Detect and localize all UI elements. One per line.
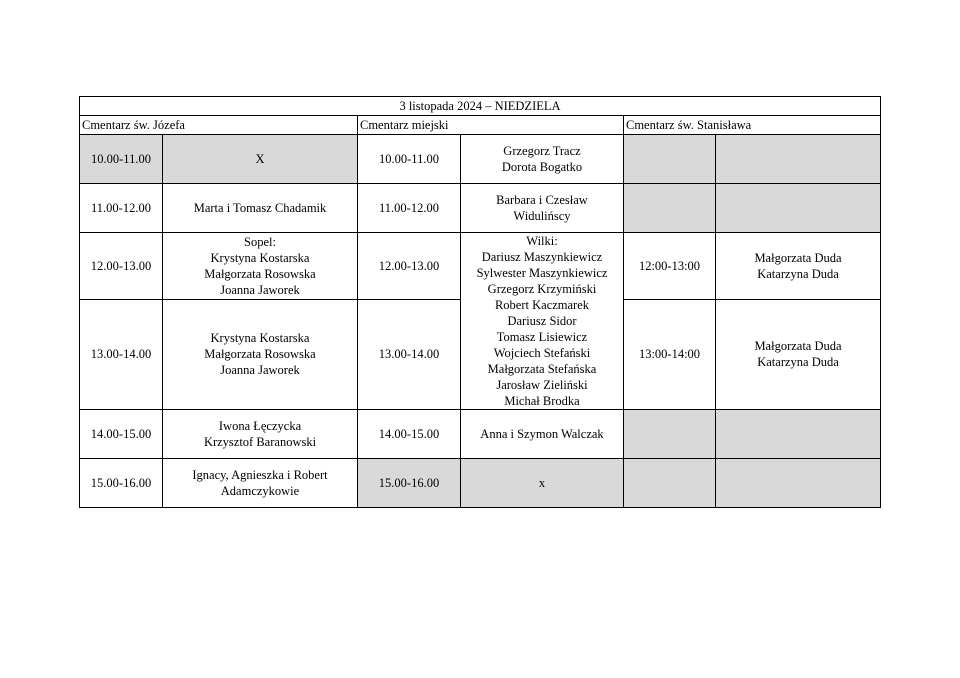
jozef-time-cell: 12.00-13.00 bbox=[80, 233, 163, 300]
miejski-time-cell: 15.00-16.00 bbox=[358, 459, 461, 508]
jozef-people-cell bbox=[163, 135, 358, 184]
jozef-people-cell bbox=[163, 184, 358, 233]
stanislaw-time-cell-empty bbox=[624, 135, 716, 184]
person-line: Widulińscy bbox=[513, 209, 571, 223]
miejski-time-cell: 12.00-13.00 bbox=[358, 233, 461, 300]
person-line: X bbox=[255, 152, 265, 166]
stanislaw-people-cell-empty bbox=[716, 135, 881, 184]
stanislaw-time-cell-empty bbox=[624, 410, 716, 459]
stanislaw-people-cell-empty bbox=[716, 410, 881, 459]
person-line: Iwona Łęczycka bbox=[218, 419, 302, 433]
person-line: Joanna Jaworek bbox=[220, 363, 300, 378]
stanislaw-time-cell: 13:00-14:00 bbox=[624, 299, 716, 410]
miejski-people-cell bbox=[461, 184, 624, 233]
person-line: Jarosław Zieliński bbox=[496, 378, 588, 392]
person-line: Adamczykowie bbox=[220, 484, 300, 498]
jozef-time-cell: 14.00-15.00 bbox=[80, 410, 163, 459]
person-line: Grzegorz Krzymiński bbox=[487, 282, 597, 296]
stanislaw-time-cell: 12:00-13:00 bbox=[624, 233, 716, 300]
person-line: Małgorzata Duda bbox=[754, 339, 842, 354]
group-label: Sopel: bbox=[244, 234, 276, 249]
jozef-time-cell: 15.00-16.00 bbox=[80, 459, 163, 508]
person-line: Anna i Szymon Walczak bbox=[480, 427, 604, 441]
jozef-time-cell: 13.00-14.00 bbox=[80, 299, 163, 410]
person-line: Katarzyna Duda bbox=[757, 266, 839, 281]
schedule-title: 3 listopada 2024 – NIEDZIELA bbox=[80, 97, 881, 116]
person-line: Dariusz Maszynkiewicz bbox=[481, 250, 603, 264]
stanislaw-people-cell bbox=[716, 233, 881, 300]
person-line: Sylwester Maszynkiewicz bbox=[476, 266, 608, 280]
header-cemetery-miejski: Cmentarz miejski bbox=[358, 116, 624, 135]
person-line: Katarzyna Duda bbox=[757, 355, 839, 370]
miejski-people-cell bbox=[461, 459, 624, 508]
person-line: Ignacy, Agnieszka i Robert bbox=[192, 468, 328, 482]
stanislaw-people-cell-empty bbox=[716, 184, 881, 233]
group-label: Wilki: bbox=[526, 234, 558, 248]
person-line: Krystyna Kostarska bbox=[210, 331, 310, 346]
jozef-people-cell bbox=[163, 410, 358, 459]
header-cemetery-stanislaw: Cmentarz św. Stanisława bbox=[624, 116, 881, 135]
jozef-time-cell: 11.00-12.00 bbox=[80, 184, 163, 233]
person-line: Grzegorz Tracz bbox=[503, 144, 581, 158]
miejski-time-cell: 10.00-11.00 bbox=[358, 135, 461, 184]
person-line: Małgorzata Duda bbox=[754, 250, 842, 265]
person-line: Krystyna Kostarska bbox=[210, 250, 310, 265]
miejski-time-cell: 11.00-12.00 bbox=[358, 184, 461, 233]
person-line: Tomasz Lisiewicz bbox=[496, 330, 588, 344]
person-line: x bbox=[538, 476, 546, 490]
person-line: Michał Brodka bbox=[504, 394, 580, 408]
person-line: Małgorzata Rosowska bbox=[204, 266, 316, 281]
person-line: Robert Kaczmarek bbox=[494, 298, 590, 312]
person-line: Dorota Bogatko bbox=[501, 160, 583, 174]
jozef-people-cell bbox=[163, 299, 358, 410]
person-line: Barbara i Czesław bbox=[496, 193, 588, 207]
person-line: Małgorzata Stefańska bbox=[487, 362, 597, 376]
miejski-people-cell bbox=[461, 410, 624, 459]
stanislaw-people-cell-empty bbox=[716, 459, 881, 508]
person-line: Małgorzata Rosowska bbox=[204, 347, 316, 362]
person-line: Wojciech Stefański bbox=[493, 346, 591, 360]
person-line: Marta i Tomasz Chadamik bbox=[193, 201, 327, 215]
miejski-time-cell: 14.00-15.00 bbox=[358, 410, 461, 459]
miejski-people-cell bbox=[461, 135, 624, 184]
schedule-table bbox=[79, 96, 881, 508]
jozef-time-cell: 10.00-11.00 bbox=[80, 135, 163, 184]
stanislaw-time-cell-empty bbox=[624, 184, 716, 233]
jozef-people-cell bbox=[163, 233, 358, 300]
stanislaw-time-cell-empty bbox=[624, 459, 716, 508]
jozef-people-cell bbox=[163, 459, 358, 508]
header-cemetery-jozef: Cmentarz św. Józefa bbox=[80, 116, 358, 135]
person-line: Joanna Jaworek bbox=[220, 282, 300, 297]
miejski-time-cell: 13.00-14.00 bbox=[358, 299, 461, 410]
stanislaw-people-cell bbox=[716, 299, 881, 410]
person-line: Krzysztof Baranowski bbox=[203, 435, 317, 449]
miejski-wilki-cell bbox=[461, 233, 624, 410]
person-line: Dariusz Sidor bbox=[507, 314, 577, 328]
schedule-sheet bbox=[79, 96, 881, 508]
